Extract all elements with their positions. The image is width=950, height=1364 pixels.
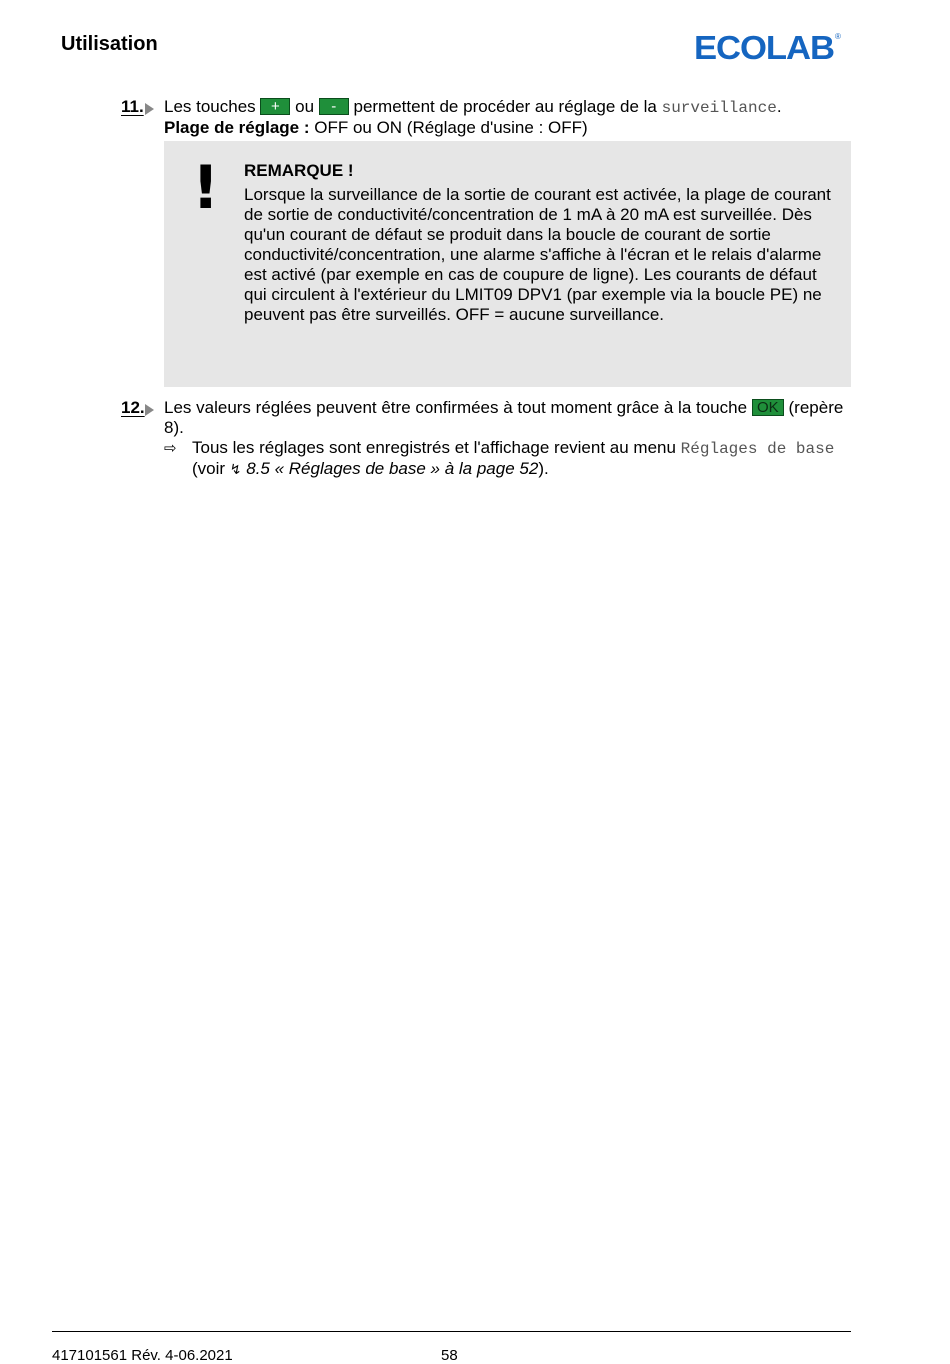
range-value: OFF ou ON (Réglage d'usine : OFF) [309, 118, 588, 137]
cross-reference-icon: ↯ [229, 462, 242, 478]
footer-divider [52, 1331, 851, 1332]
ok-key: OK [752, 399, 784, 416]
logo-registered-mark: ® [835, 32, 841, 41]
note-title: REMARQUE ! [244, 161, 354, 180]
step-11-text: Les touches + ou - permettent de procéder au réglage de la surveillance. Plage de réglage : OFF ou ON (Réglage d'usine : OFF) [164, 97, 782, 137]
exclamation-icon: ! [192, 153, 220, 223]
logo-text: ECOLAB [694, 29, 835, 63]
plus-key: + [260, 98, 290, 115]
result-line: ⇨ Tous les réglages sont enregistrés et l'affichage revient au menu Réglages de base (voir ↯ 8.5 « Réglages de base » à la page 52). [164, 438, 835, 478]
step-number: 11. [121, 97, 144, 116]
note-box [164, 141, 851, 387]
step-number: 12. [121, 398, 145, 417]
step-12 [121, 398, 851, 488]
cross-reference-link[interactable]: 8.5 « Réglages de base » à la page 52 [241, 459, 539, 478]
page-number: 58 [441, 1347, 458, 1364]
step-12-text: Les valeurs réglées peuvent être confirmées à tout moment grâce à la touche OK (repère 8). ⇨ Tous les réglages sont enregistrés et l'affichage revient au menu Réglages de base (voir ↯ 8.5 « Réglages de base » à la page 52). [164, 398, 854, 480]
range-label: Plage de réglage : [164, 118, 310, 137]
document-reference: 417101561 Rév. 4-06.2021 [52, 1347, 233, 1364]
minus-key: - [319, 98, 349, 115]
step-11 [121, 97, 851, 141]
ecolab-logo [694, 29, 842, 63]
step-arrow-icon [145, 404, 154, 416]
menu-term-surveillance: surveillance [661, 99, 777, 117]
menu-term-reglages-de-base: Réglages de base [680, 440, 835, 458]
note-body: Lorsque la surveillance de la sortie de courant est activée, la plage de courant de sortie de conductivité/concentration de 1 mA à 20 mA est surveillée. Dès qu'un courant de défaut se produit dans la boucle de courant de sortie conductivité/concentration, une alarme s'affiche à l'écran et le relais d'alarme est activé (par exemple en cas de coupure de ligne). Les courants de défaut qui circulent à l'extérieur du LMIT09 DPV1 (par exemple via la boucle PE) ne peuvent pas être surveillés. OFF = aucune surveillance. [244, 185, 831, 324]
section-title: Utilisation [61, 33, 158, 55]
step-arrow-icon [145, 103, 154, 115]
result-arrow-icon: ⇨ [164, 439, 177, 457]
